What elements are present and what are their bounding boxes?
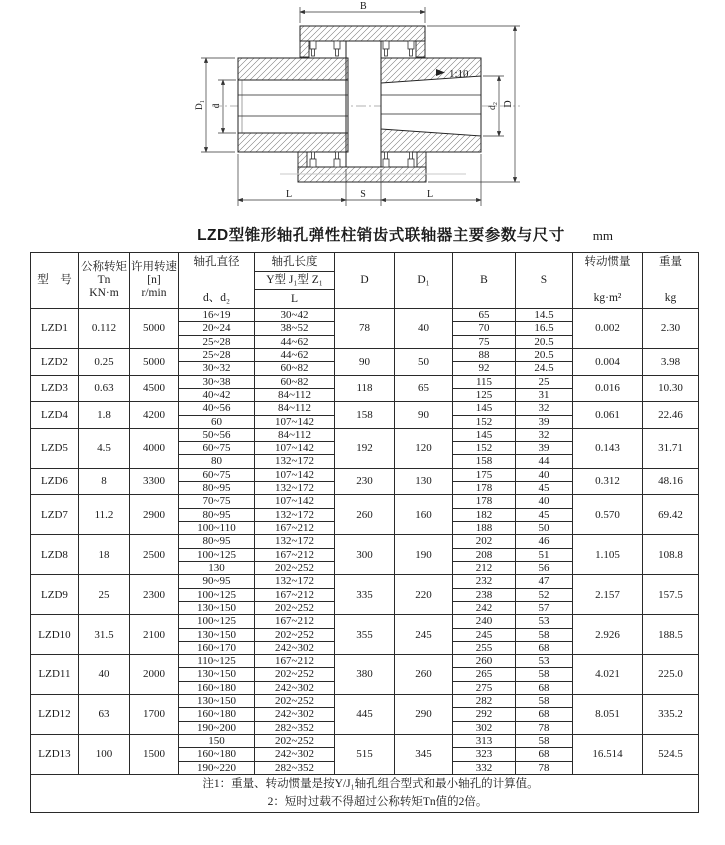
cell-bore-diameter: 190~200 xyxy=(179,721,255,734)
cell-speed: 4500 xyxy=(130,375,179,402)
cell-S: 68 xyxy=(516,681,573,694)
cell-weight: 188.5 xyxy=(643,615,699,655)
cell-bore-diameter: 80~95 xyxy=(179,508,255,521)
cell-S: 45 xyxy=(516,482,573,495)
cell-D: 158 xyxy=(335,402,395,429)
cell-D: 335 xyxy=(335,575,395,615)
cell-B: 275 xyxy=(453,681,516,694)
cell-bore-diameter: 130~150 xyxy=(179,628,255,641)
table-header xyxy=(31,253,699,309)
cell-S: 56 xyxy=(516,561,573,574)
cell-S: 25 xyxy=(516,375,573,388)
cell-bore-length: 202~252 xyxy=(255,695,335,708)
cell-torque: 11.2 xyxy=(79,495,130,535)
cell-speed: 5000 xyxy=(130,348,179,375)
table-row xyxy=(31,468,699,481)
cell-S: 53 xyxy=(516,615,573,628)
tapered-bore xyxy=(381,76,481,136)
cell-S: 47 xyxy=(516,575,573,588)
cell-S: 20.5 xyxy=(516,335,573,348)
cell-bore-length: 107~142 xyxy=(255,442,335,455)
cell-D: 300 xyxy=(335,535,395,575)
cell-S: 24.5 xyxy=(516,362,573,375)
cell-D: 78 xyxy=(335,309,395,349)
cell-D1: 220 xyxy=(395,575,453,615)
cell-torque: 1.8 xyxy=(79,402,130,429)
cell-model: LZD9 xyxy=(31,575,79,615)
table-row xyxy=(31,695,699,708)
dim-L-left-label: L xyxy=(285,189,293,200)
header-torque: 公称转矩 Tn KN·m xyxy=(79,253,130,309)
header-bore-length: 轴孔长度 xyxy=(255,253,335,272)
cell-D: 355 xyxy=(335,615,395,655)
cell-weight: 31.71 xyxy=(643,428,699,468)
cell-model: LZD3 xyxy=(31,375,79,402)
title-row xyxy=(0,223,725,245)
cell-D: 230 xyxy=(335,468,395,495)
cell-B: 242 xyxy=(453,601,516,614)
coupling-drawing xyxy=(168,0,608,218)
page-title: LZD型锥形轴孔弹性柱销齿式联轴器主要参数与尺寸 xyxy=(197,227,565,244)
sleeve-lip xyxy=(416,41,425,57)
header-weight: 重量 kg xyxy=(643,253,699,309)
cell-speed: 1700 xyxy=(130,695,179,735)
cell-bore-diameter: 160~180 xyxy=(179,681,255,694)
cell-weight: 524.5 xyxy=(643,735,699,775)
cell-torque: 40 xyxy=(79,655,130,695)
cell-B: 282 xyxy=(453,695,516,708)
cell-S: 14.5 xyxy=(516,309,573,322)
cell-bore-diameter: 25~28 xyxy=(179,348,255,361)
cell-bore-length: 242~302 xyxy=(255,748,335,761)
cell-B: 125 xyxy=(453,388,516,401)
cell-B: 65 xyxy=(453,309,516,322)
cell-S: 16.5 xyxy=(516,322,573,335)
cell-B: 292 xyxy=(453,708,516,721)
cell-bore-diameter: 40~56 xyxy=(179,402,255,415)
cell-torque: 18 xyxy=(79,535,130,575)
cell-bore-diameter: 20~24 xyxy=(179,322,255,335)
header-length-L: L xyxy=(255,290,335,309)
cell-S: 58 xyxy=(516,628,573,641)
cell-inertia: 0.004 xyxy=(573,348,643,375)
cell-S: 68 xyxy=(516,708,573,721)
cell-B: 178 xyxy=(453,495,516,508)
cell-torque: 8 xyxy=(79,468,130,495)
cell-D1: 290 xyxy=(395,695,453,735)
cell-weight: 157.5 xyxy=(643,575,699,615)
header-inertia: 转动惯量 kg·m² xyxy=(573,253,643,309)
dim-L-right-label: L xyxy=(426,189,434,200)
cell-D: 380 xyxy=(335,655,395,695)
cell-D1: 345 xyxy=(395,735,453,775)
cell-bore-length: 60~82 xyxy=(255,362,335,375)
cell-inertia: 0.570 xyxy=(573,495,643,535)
cell-B: 178 xyxy=(453,482,516,495)
dim-D-label: D xyxy=(503,100,514,108)
cell-D: 90 xyxy=(335,348,395,375)
cell-speed: 2900 xyxy=(130,495,179,535)
table-row xyxy=(31,375,699,388)
cell-B: 70 xyxy=(453,322,516,335)
cell-bore-length: 242~302 xyxy=(255,641,335,654)
cell-inertia: 2.926 xyxy=(573,615,643,655)
cell-bore-length: 167~212 xyxy=(255,548,335,561)
cell-torque: 100 xyxy=(79,735,130,775)
cell-torque: 0.25 xyxy=(79,348,130,375)
cell-B: 332 xyxy=(453,761,516,774)
cell-torque: 25 xyxy=(79,575,130,615)
cell-S: 32 xyxy=(516,402,573,415)
cell-model: LZD1 xyxy=(31,309,79,349)
sleeve-top xyxy=(300,26,425,41)
cell-D1: 245 xyxy=(395,615,453,655)
cell-inertia: 8.051 xyxy=(573,695,643,735)
cell-bore-length: 107~142 xyxy=(255,468,335,481)
cell-bore-length: 202~252 xyxy=(255,735,335,748)
cell-B: 238 xyxy=(453,588,516,601)
cell-S: 31 xyxy=(516,388,573,401)
cell-bore-length: 84~112 xyxy=(255,388,335,401)
elastic-pins-top xyxy=(310,41,414,56)
cell-bore-diameter: 60~75 xyxy=(179,442,255,455)
header-B: B xyxy=(453,253,516,309)
cell-bore-diameter: 100~125 xyxy=(179,615,255,628)
header-length-types: Y型 J₁型 Z₁ xyxy=(255,272,335,290)
cell-bore-length: 167~212 xyxy=(255,615,335,628)
cell-bore-length: 84~112 xyxy=(255,428,335,441)
cell-inertia: 0.002 xyxy=(573,309,643,349)
cell-bore-length: 167~212 xyxy=(255,522,335,535)
cell-bore-diameter: 40~42 xyxy=(179,388,255,401)
left-bore xyxy=(238,80,348,133)
parameter-table xyxy=(30,252,699,813)
cell-bore-length: 202~252 xyxy=(255,668,335,681)
cell-S: 58 xyxy=(516,735,573,748)
cell-bore-diameter: 25~28 xyxy=(179,335,255,348)
cell-D1: 130 xyxy=(395,468,453,495)
note-line-2: 2：短时过载不得超过公称转矩Tn值的2倍。 xyxy=(267,796,488,809)
cell-inertia: 0.061 xyxy=(573,402,643,429)
cell-weight: 108.8 xyxy=(643,535,699,575)
cell-inertia: 0.312 xyxy=(573,468,643,495)
sleeve-lip xyxy=(417,152,426,167)
cell-bore-diameter: 80~95 xyxy=(179,482,255,495)
cell-S: 52 xyxy=(516,588,573,601)
cell-speed: 1500 xyxy=(130,735,179,775)
note-line-1: 注1：重量、转动惯量是按Y/J₁轴孔组合型式和最小轴孔的计算值。 xyxy=(202,777,539,790)
cell-D: 445 xyxy=(335,695,395,735)
cell-bore-diameter: 160~170 xyxy=(179,641,255,654)
cell-B: 232 xyxy=(453,575,516,588)
cell-bore-diameter: 100~125 xyxy=(179,588,255,601)
cell-bore-length: 202~252 xyxy=(255,628,335,641)
cell-S: 46 xyxy=(516,535,573,548)
cell-bore-length: 132~172 xyxy=(255,482,335,495)
cell-torque: 0.63 xyxy=(79,375,130,402)
cell-S: 44 xyxy=(516,455,573,468)
table-row xyxy=(31,735,699,748)
cell-bore-length: 132~172 xyxy=(255,508,335,521)
dim-d-label: d xyxy=(212,103,222,109)
cell-B: 175 xyxy=(453,468,516,481)
cell-S: 45 xyxy=(516,508,573,521)
cell-bore-diameter: 80~95 xyxy=(179,535,255,548)
unit-label: mm xyxy=(592,228,613,243)
cell-inertia: 2.157 xyxy=(573,575,643,615)
cell-B: 202 xyxy=(453,535,516,548)
cell-S: 78 xyxy=(516,761,573,774)
cell-bore-diameter: 80 xyxy=(179,455,255,468)
cell-B: 240 xyxy=(453,615,516,628)
cell-D1: 190 xyxy=(395,535,453,575)
cell-torque: 63 xyxy=(79,695,130,735)
cell-inertia: 0.143 xyxy=(573,428,643,468)
cell-D: 515 xyxy=(335,735,395,775)
cell-S: 78 xyxy=(516,721,573,734)
cell-weight: 69.42 xyxy=(643,495,699,535)
cell-torque: 4.5 xyxy=(79,428,130,468)
cell-bore-diameter: 130~150 xyxy=(179,601,255,614)
cell-speed: 2500 xyxy=(130,535,179,575)
cell-S: 53 xyxy=(516,655,573,668)
cell-bore-diameter: 160~180 xyxy=(179,708,255,721)
cell-B: 265 xyxy=(453,668,516,681)
cell-weight: 225.0 xyxy=(643,655,699,695)
cell-D: 260 xyxy=(335,495,395,535)
cell-bore-length: 107~142 xyxy=(255,495,335,508)
header-D: D xyxy=(335,253,395,309)
cell-bore-length: 242~302 xyxy=(255,708,335,721)
elastic-pins-bottom xyxy=(310,152,414,167)
cell-bore-length: 282~352 xyxy=(255,761,335,774)
cell-D1: 260 xyxy=(395,655,453,695)
cell-S: 20.5 xyxy=(516,348,573,361)
cell-B: 92 xyxy=(453,362,516,375)
cell-bore-length: 132~172 xyxy=(255,535,335,548)
cell-bore-length: 60~82 xyxy=(255,375,335,388)
cell-bore-length: 84~112 xyxy=(255,402,335,415)
cell-S: 39 xyxy=(516,442,573,455)
cell-weight: 10.30 xyxy=(643,375,699,402)
cell-bore-length: 202~252 xyxy=(255,601,335,614)
cell-bore-diameter: 150 xyxy=(179,735,255,748)
cell-B: 188 xyxy=(453,522,516,535)
cell-bore-diameter: 190~220 xyxy=(179,761,255,774)
cell-bore-diameter: 16~19 xyxy=(179,309,255,322)
cell-bore-diameter: 30~32 xyxy=(179,362,255,375)
cell-bore-length: 242~302 xyxy=(255,681,335,694)
cell-model: LZD8 xyxy=(31,535,79,575)
cell-weight: 335.2 xyxy=(643,695,699,735)
cell-bore-length: 132~172 xyxy=(255,575,335,588)
cell-speed: 2300 xyxy=(130,575,179,615)
cell-bore-diameter: 90~95 xyxy=(179,575,255,588)
header-model: 型 号 xyxy=(31,253,79,309)
cell-B: 145 xyxy=(453,402,516,415)
cell-bore-diameter: 70~75 xyxy=(179,495,255,508)
table-row xyxy=(31,615,699,628)
cell-bore-diameter: 110~125 xyxy=(179,655,255,668)
cell-inertia: 0.016 xyxy=(573,375,643,402)
cell-inertia: 4.021 xyxy=(573,655,643,695)
cell-B: 212 xyxy=(453,561,516,574)
cell-torque: 0.112 xyxy=(79,309,130,349)
cell-speed: 4200 xyxy=(130,402,179,429)
dim-B-label: B xyxy=(360,1,367,12)
cell-B: 152 xyxy=(453,442,516,455)
cell-D1: 40 xyxy=(395,309,453,349)
table-row xyxy=(31,535,699,548)
table-row xyxy=(31,495,699,508)
cell-D: 118 xyxy=(335,375,395,402)
cell-S: 57 xyxy=(516,601,573,614)
table-row xyxy=(31,309,699,322)
cell-speed: 4000 xyxy=(130,428,179,468)
cell-model: LZD2 xyxy=(31,348,79,375)
cell-B: 145 xyxy=(453,428,516,441)
sleeve-bottom xyxy=(298,167,426,182)
table-row xyxy=(31,575,699,588)
cell-bore-diameter: 60 xyxy=(179,415,255,428)
cell-D: 192 xyxy=(335,428,395,468)
cell-bore-diameter: 130~150 xyxy=(179,695,255,708)
cell-model: LZD7 xyxy=(31,495,79,535)
cell-bore-length: 202~252 xyxy=(255,561,335,574)
notes-row xyxy=(31,774,699,812)
table-row xyxy=(31,428,699,441)
parameter-table-wrap xyxy=(30,252,698,813)
cell-B: 260 xyxy=(453,655,516,668)
cell-bore-length: 167~212 xyxy=(255,655,335,668)
cell-B: 115 xyxy=(453,375,516,388)
cell-weight: 48.16 xyxy=(643,468,699,495)
cell-B: 158 xyxy=(453,455,516,468)
dim-D1-label: D₁ xyxy=(195,99,205,111)
cell-S: 32 xyxy=(516,428,573,441)
cell-B: 88 xyxy=(453,348,516,361)
header-bore-diameter: 轴孔直径 d、d₂ xyxy=(179,253,255,309)
cell-B: 255 xyxy=(453,641,516,654)
cell-speed: 2100 xyxy=(130,615,179,655)
cell-B: 182 xyxy=(453,508,516,521)
cell-bore-length: 44~62 xyxy=(255,335,335,348)
table-body xyxy=(31,309,699,775)
header-speed: 许用转速 [n] r/min xyxy=(130,253,179,309)
cell-inertia: 16.514 xyxy=(573,735,643,775)
cell-bore-length: 282~352 xyxy=(255,721,335,734)
table-row xyxy=(31,655,699,668)
header-D1: D₁ xyxy=(395,253,453,309)
cell-weight: 2.30 xyxy=(643,309,699,349)
cell-model: LZD4 xyxy=(31,402,79,429)
cell-model: LZD5 xyxy=(31,428,79,468)
header-S: S xyxy=(516,253,573,309)
cell-model: LZD6 xyxy=(31,468,79,495)
cell-B: 152 xyxy=(453,415,516,428)
cell-B: 302 xyxy=(453,721,516,734)
table-row xyxy=(31,348,699,361)
sleeve-lip xyxy=(300,41,309,57)
cell-model: LZD11 xyxy=(31,655,79,695)
sleeve-lip xyxy=(298,152,307,167)
cell-speed: 3300 xyxy=(130,468,179,495)
table-row xyxy=(31,402,699,415)
cell-D1: 90 xyxy=(395,402,453,429)
cell-D1: 50 xyxy=(395,348,453,375)
cell-model: LZD12 xyxy=(31,695,79,735)
cell-weight: 22.46 xyxy=(643,402,699,429)
cell-S: 40 xyxy=(516,468,573,481)
cell-bore-length: 107~142 xyxy=(255,415,335,428)
cell-B: 323 xyxy=(453,748,516,761)
cell-D1: 120 xyxy=(395,428,453,468)
cell-bore-length: 167~212 xyxy=(255,588,335,601)
cell-bore-diameter: 100~125 xyxy=(179,548,255,561)
cell-B: 75 xyxy=(453,335,516,348)
cell-B: 245 xyxy=(453,628,516,641)
cell-model: LZD10 xyxy=(31,615,79,655)
cell-S: 58 xyxy=(516,695,573,708)
cell-torque: 31.5 xyxy=(79,615,130,655)
cell-bore-diameter: 30~38 xyxy=(179,375,255,388)
taper-label: 1:10 xyxy=(449,68,469,80)
cell-D1: 65 xyxy=(395,375,453,402)
cell-B: 313 xyxy=(453,735,516,748)
cell-bore-diameter: 160~180 xyxy=(179,748,255,761)
cell-weight: 3.98 xyxy=(643,348,699,375)
cell-inertia: 1.105 xyxy=(573,535,643,575)
dim-S-label: S xyxy=(360,189,366,200)
cell-D1: 160 xyxy=(395,495,453,535)
cell-bore-length: 38~52 xyxy=(255,322,335,335)
cell-B: 208 xyxy=(453,548,516,561)
dim-d2-label: d₂ xyxy=(488,101,498,111)
cell-S: 51 xyxy=(516,548,573,561)
cell-speed: 5000 xyxy=(130,309,179,349)
cell-S: 39 xyxy=(516,415,573,428)
cell-model: LZD13 xyxy=(31,735,79,775)
cell-bore-diameter: 100~110 xyxy=(179,522,255,535)
cell-S: 68 xyxy=(516,748,573,761)
cell-S: 40 xyxy=(516,495,573,508)
table-notes xyxy=(31,774,699,812)
cell-bore-diameter: 50~56 xyxy=(179,428,255,441)
cell-S: 58 xyxy=(516,668,573,681)
cell-S: 50 xyxy=(516,522,573,535)
cell-bore-length: 44~62 xyxy=(255,348,335,361)
cell-bore-length: 132~172 xyxy=(255,455,335,468)
cell-S: 68 xyxy=(516,641,573,654)
cell-bore-diameter: 130 xyxy=(179,561,255,574)
cell-bore-length: 30~42 xyxy=(255,309,335,322)
cell-bore-diameter: 60~75 xyxy=(179,468,255,481)
cell-speed: 2000 xyxy=(130,655,179,695)
cell-bore-diameter: 130~150 xyxy=(179,668,255,681)
